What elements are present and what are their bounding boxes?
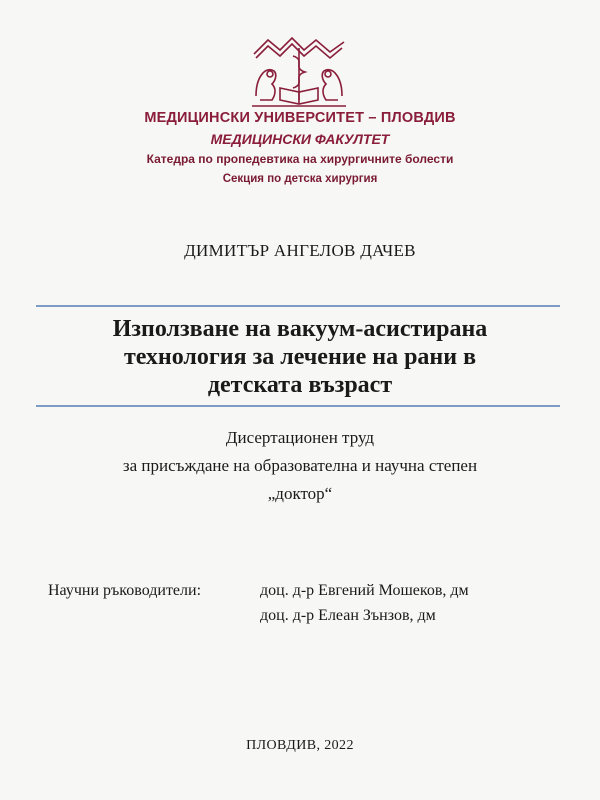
degree-purpose: за присъждане на образователна и научна степен: [122, 456, 478, 475]
author-name: ДИМИТЪР АНГЕЛОВ ДАЧЕВ: [184, 241, 416, 260]
title-top-divider: [36, 305, 560, 307]
dissertation-title-line-2: технология за лечение на рани в: [123, 344, 477, 370]
degree-name: „доктор“: [267, 484, 333, 503]
dissertation-type: Дисертационен труд: [225, 428, 375, 447]
title-bottom-divider: [36, 405, 560, 407]
department-name: Катедра по пропедевтика на хирургичните болести: [146, 152, 454, 166]
supervisor-name: доц. д-р Евгений Мошеков, дм: [260, 582, 469, 599]
faculty-name: МЕДИЦИНСКИ ФАКУЛТЕТ: [210, 131, 390, 147]
university-name: МЕДИЦИНСКИ УНИВЕРСИТЕТ – ПЛОВДИВ: [144, 110, 456, 126]
supervisor-name: доц. д-р Елеан Зънзов, дм: [260, 607, 436, 624]
place-and-year: ПЛОВДИВ, 2022: [246, 738, 354, 753]
supervisors-label: Научни ръководители:: [48, 582, 202, 599]
dissertation-title-line-3: детската възраст: [207, 372, 393, 398]
university-logo-icon: [246, 34, 352, 110]
dissertation-title-line-1: Използване на вакуум-асистирана: [112, 316, 488, 342]
section-name: Секция по детска хирургия: [222, 173, 378, 185]
